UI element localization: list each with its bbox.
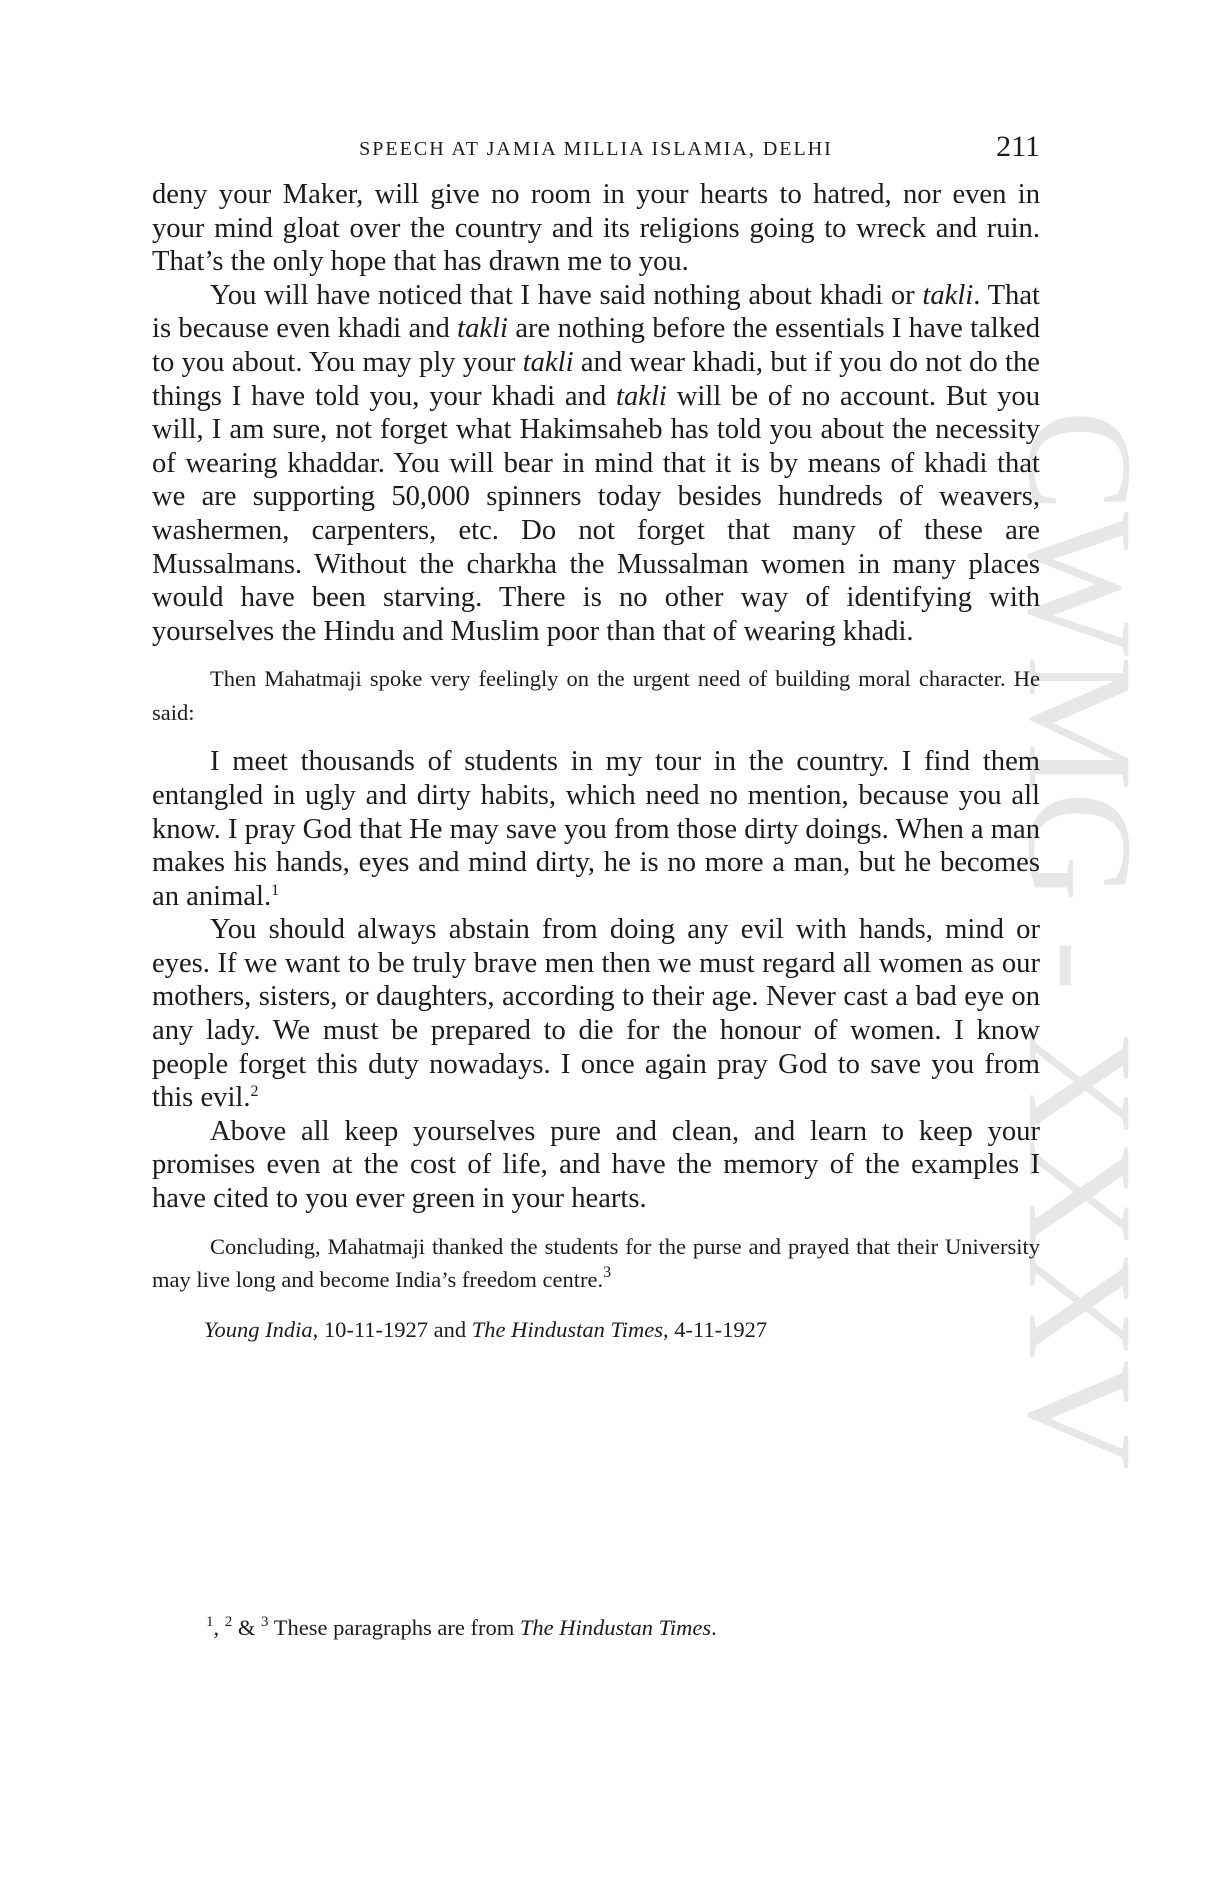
- source-date-2: , 4-11-1927: [663, 1316, 768, 1342]
- editorial-note-2: [152, 1230, 1040, 1297]
- paragraph-4-text: You should always abstain from doing any evil with hands, mind or eyes. If we want to be truly brave men then we must regard all women as our mothers, sisters, or daughters, according to their age. Never cast a bad eye on any lady. We must be prepared to die for the honour of women. I know people forget this duty nowadays. I once again pray God to save you from this evil.: [152, 914, 1040, 1114]
- editorial-note-1: Then Mahatmaji spoke very feelingly on the urgent need of building moral character. He said:: [152, 666, 1040, 725]
- editorial-note-2-text: Concluding, Mahatmaji thanked the students for the purse and prayed that their University may live long and become India’s freedom centre.: [152, 1233, 1040, 1293]
- paragraph-2: [152, 279, 1040, 649]
- running-head: [152, 128, 1040, 168]
- footnote-mark-3: 3: [261, 1614, 269, 1630]
- takli-term: takli: [922, 279, 974, 311]
- page-number: 211: [996, 130, 1040, 163]
- paragraph-3-text: I meet thousands of students in my tour in the country. I find them entangled in ugly and dirty habits, which need no mention, because you all know. I pray God that He may save you from those dirty doings. When a man makes his hands, eyes and mind dirty, he is no more a man, but he becomes an animal.: [152, 746, 1040, 912]
- paragraph-1: deny your Maker, will give no room in your hearts to hatred, nor even in your mind gloat over the country and its religions going to wreck and ruin. That’s the only hope that has drawn me to you.: [152, 179, 1040, 278]
- footnote-separator: &: [232, 1615, 262, 1640]
- footnote-source: The Hindustan Times: [519, 1615, 712, 1640]
- paragraph-2-text-b: . That is because even khadi and: [152, 279, 1040, 345]
- source-date-1: , 10-11-1927 and: [312, 1316, 472, 1342]
- source-publication-1: Young India: [204, 1316, 313, 1342]
- paragraph-2-text-d: and wear khadi, but if you do not do the things I have told you, your khadi and: [152, 346, 1040, 412]
- source-publication-2: The Hindustan Times: [471, 1316, 663, 1342]
- footnote-mark-1: 1: [206, 1614, 214, 1630]
- running-title: SPEECH AT JAMIA MILLIA ISLAMIA, DELHI: [359, 138, 833, 160]
- paragraph-2-text-a: You will have noticed that I have said nothing about khadi or: [210, 279, 923, 311]
- footnote-text: These paragraphs are from: [268, 1615, 520, 1640]
- paragraph-5: Above all keep yourselves pure and clean, and learn to keep your promises even at the cost of life, and have the memory of the examples I have cited to you ever green in your hearts.: [152, 1115, 1040, 1215]
- article-body: [152, 178, 1040, 1346]
- paragraph-3: [152, 745, 1040, 913]
- paragraph-2-text-c: are nothing before the essentials I have talked to you about. You may ply your: [152, 313, 1040, 378]
- footnote: [206, 1615, 717, 1641]
- paragraph-4: [152, 913, 1040, 1115]
- footnote-mark-2: 2: [224, 1614, 233, 1630]
- footnote-ref-2: 2: [250, 1083, 259, 1101]
- footnote-ref-1: 1: [271, 881, 280, 899]
- source-citation: [152, 1313, 1040, 1346]
- takli-term: takli: [522, 346, 574, 378]
- watermark-text: CWMG - XXXV: [1010, 410, 1163, 1452]
- takli-term: takli: [616, 380, 667, 412]
- takli-term: takli: [457, 313, 508, 345]
- footnote-separator: ,: [213, 1615, 225, 1640]
- paragraph-2-text-e: will be of no account. But you will, I am sure, not forget what Hakimsaheb has told you about the necessity of wearing khaddar. You will bear in mind that it is by means of khadi that we are supporting 50,000 spinners today besides hundreds of weavers, washermen, carpenters, etc. Do not forget that many of these are Mussalmans. Without the charkha the Mussalman women in many places would have been starving. There is no other way of identifying with yourselves the Hindu and Muslim poor than that of wearing khadi.: [152, 380, 1040, 647]
- footnote-end: .: [711, 1615, 717, 1640]
- footnote-ref-3: 3: [603, 1264, 612, 1282]
